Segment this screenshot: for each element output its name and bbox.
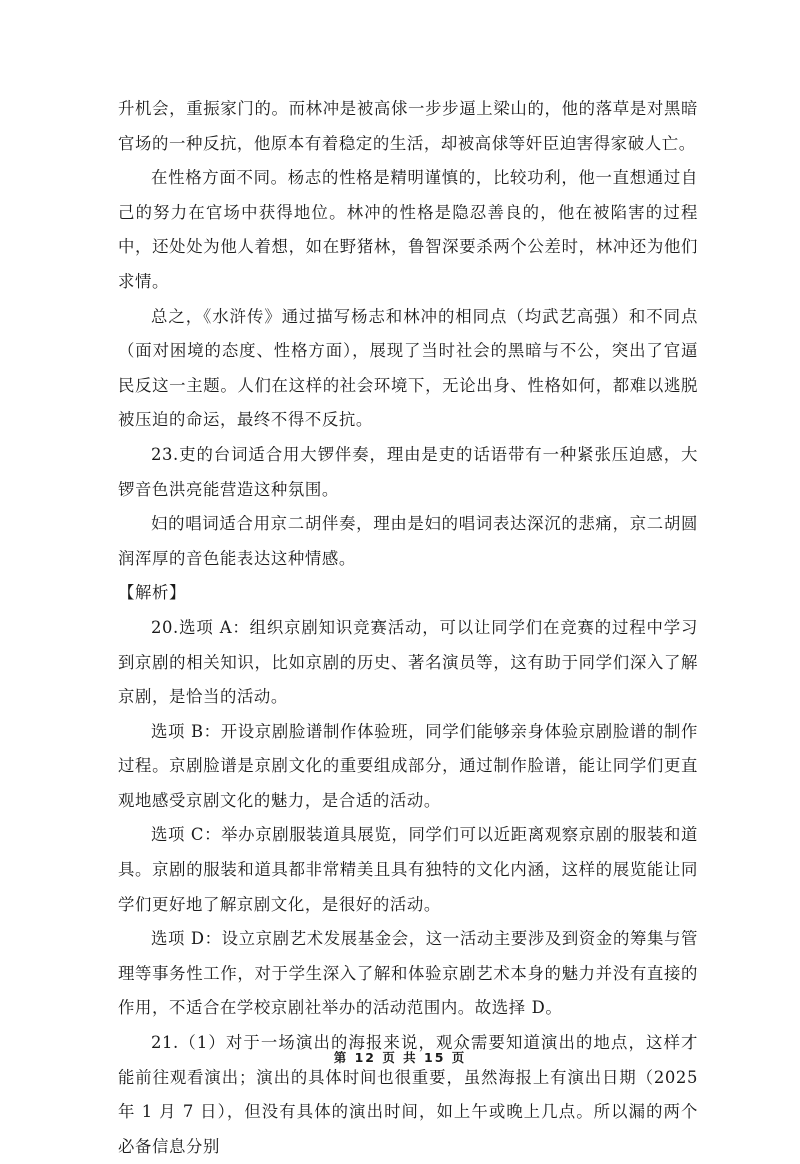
paragraph-2: 在性格方面不同。杨志的性格是精明谨慎的，比较功利，他一直想通过自己的努力在官场中获得地位。林冲的性格是隐忍善良的，他在被陷害的过程中，还处处为他人着想，如在野猪林，鲁智深要杀两个公差时，林冲还为他们求情。 (118, 168, 698, 291)
paragraph-7: 20.选项 A：组织京剧知识竞赛活动，可以让同学们在竞赛的过程中学习到京剧的相关知识，比如京剧的历史、著名演员等，这有助于同学们深入了解京剧，是恰当的活动。 (118, 617, 698, 707)
document-body (118, 92, 698, 1164)
paragraph-10: 选项 D：设立京剧艺术发展基金会，这一活动主要涉及到资金的筹集与管理等事务性工作，对于学生深入了解和体验京剧艺术本身的魅力并没有直接的作用，不适合在学校京剧社举办的活动范围内。故选择 D。 (118, 929, 698, 1018)
paragraph-5: 妇的唱词适合用京二胡伴奏，理由是妇的唱词表达深沉的悲痛，京二胡圆润浑厚的音色能表达这种情感。 (118, 514, 698, 568)
paragraph-4: 23.吏的台词适合用大锣伴奏，理由是吏的话语带有一种紧张压迫感，大锣音色洪亮能营造这种氛围。 (118, 444, 698, 499)
paragraph-9: 选项 C：举办京剧服装道具展览，同学们可以近距离观察京剧的服装和道具。京剧的服装和道具都非常精美且具有独特的文化内涵，这样的展览能让同学们更好地了解京剧文化，是很好的活动。 (118, 825, 698, 914)
analysis-heading: 【解析】 (118, 583, 186, 603)
page-footer: 第 12 页 共 15 页 (333, 1050, 467, 1065)
paragraph-11: 21.（1）对于一场演出的海报来说，观众需要知道演出的地点，这样才能前往观看演出；演出的具体时间也很重要，虽然海报上有演出日期（2025 年 1 月 7 日），但没有具体的演出时间，如上午或晚上几点。所以漏的两个必备信息分别 (118, 1033, 698, 1156)
paragraph-8: 选项 B：开设京剧脸谱制作体验班，同学们能够亲身体验京剧脸谱的制作过程。京剧脸谱是京剧文化的重要组成部分，通过制作脸谱，能让同学们更直观地感受京剧文化的魅力，是合适的活动。 (118, 721, 698, 810)
paragraph-3: 总之，《水浒传》通过描写杨志和林冲的相同点（均武艺高强）和不同点（面对困境的态度、性格方面），展现了当时社会的黑暗与不公，突出了官逼民反这一主题。人们在这样的社会环境下，无论出身、性格如何，都难以逃脱被压迫的命运，最终不得不反抗。 (118, 306, 698, 430)
paragraph-1: 升机会，重振家门的。而林冲是被高俅一步步逼上梁山的，他的落草是对黑暗官场的一种反抗，他原本有着稳定的生活，却被高俅等奸臣迫害得家破人亡。 (118, 99, 698, 153)
